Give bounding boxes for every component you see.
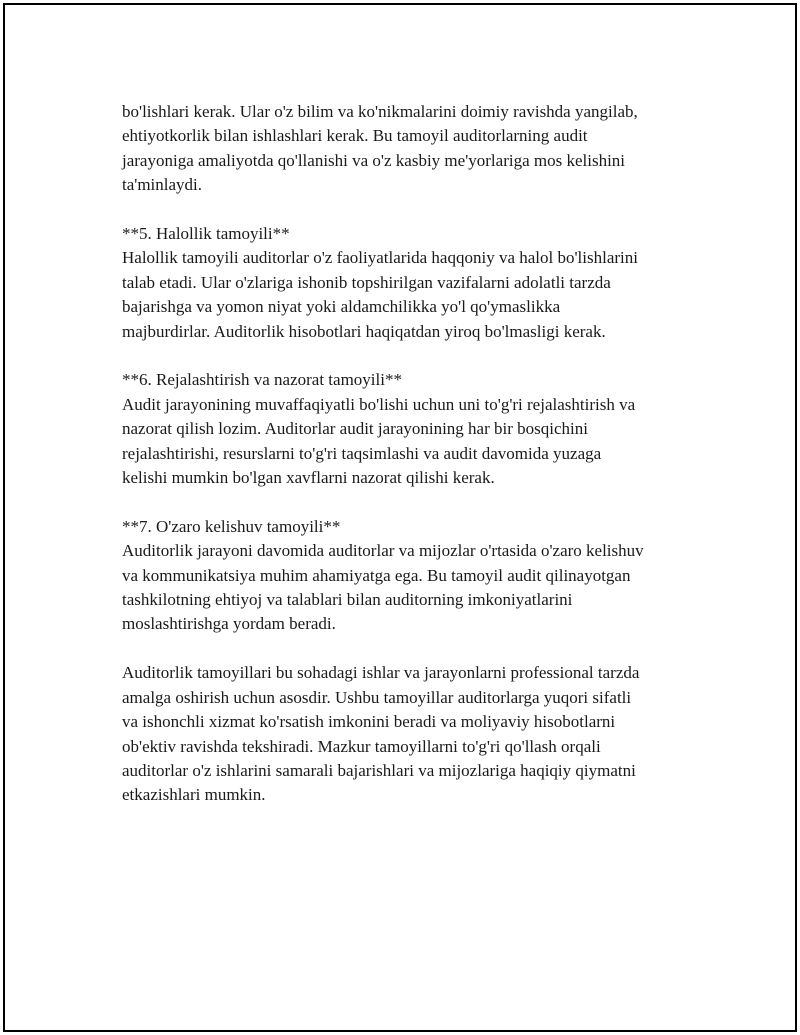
paragraph-continuation [122,100,702,198]
text-line: va kommunikatsiya muhim ahamiyatga ega. Bu tamoyil audit qilinayotgan [122,565,631,585]
section-ozaro-kelishuv [122,515,702,637]
text-line: nazorat qilish lozim. Auditorlar audit jarayonining har bir bosqichini [122,419,588,439]
section-heading: **6. Rejalashtirish va nazorat tamoyili** [122,370,402,390]
text-line: rejalashtirishi, resurslarni to'g'ri taqsimlashi va audit davomida yuzaga [122,443,602,463]
text-line: kelishi mumkin bo'lgan xavflarni nazorat qilishi kerak. [122,468,495,488]
text-line: Auditorlik jarayoni davomida auditorlar va mijozlar o'rtasida o'zaro kelishuv [122,541,644,561]
text-line: moslashtirishga yordam beradi. [122,614,336,634]
text-line: tashkilotning ehtiyoj va talablari bilan auditorning imkoniyatlarini [122,590,573,610]
section-heading: **5. Halollik tamoyili** [122,224,290,244]
document-body [122,100,702,832]
text-line: Audit jarayonining muvaffaqiyatli bo'lishi uchun uni to'g'ri rejalashtirish va [122,394,636,414]
text-line: va ishonchli xizmat ko'rsatish imkonini beradi va moliyaviy hisobotlarni [122,712,616,732]
text-line: ehtiyotkorlik bilan ishlashlari kerak. Bu tamoyil auditorlarning audit [122,126,588,146]
text-line: auditorlar o'z ishlarini samarali bajarishlari va mijozlariga haqiqiy qiymatni [122,760,636,780]
text-line: bajarishga va yomon niyat yoki aldamchilikka yo'l qo'ymaslikka [122,297,561,317]
section-halollik [122,222,702,344]
text-line: jarayoniga amaliyotda qo'llanishi va o'z kasbiy me'yorlariga mos kelishini [122,150,626,170]
page-frame [3,3,797,1032]
section-rejalashtirish [122,368,702,490]
text-line: talab etadi. Ular o'zlariga ishonib topshirilgan vazifalarni adolatli tarzda [122,272,611,292]
text-line: amalga oshirish uchun asosdir. Ushbu tamoyillar auditorlarga yuqori sifatli [122,687,632,707]
text-line: bo'lishlari kerak. Ular o'z bilim va ko'nikmalarini doimiy ravishda yangilab, [122,102,638,121]
text-line: Auditorlik tamoyillari bu sohadagi ishlar va jarayonlarni professional tarzda [122,663,640,683]
section-heading: **7. O'zaro kelishuv tamoyili** [122,516,341,536]
text-line: majburdirlar. Auditorlik hisobotlari haqiqatdan yiroq bo'lmasligi kerak. [122,321,606,341]
conclusion-paragraph [122,661,702,807]
text-line: Halollik tamoyili auditorlar o'z faoliyatlarida haqqoniy va halol bo'lishlarini [122,248,638,268]
text-line: etkazishlari mumkin. [122,785,266,805]
text-line: ob'ektiv ravishda tekshiradi. Mazkur tamoyillarni to'g'ri qo'llash orqali [122,736,601,756]
text-line: ta'minlaydi. [122,175,203,195]
